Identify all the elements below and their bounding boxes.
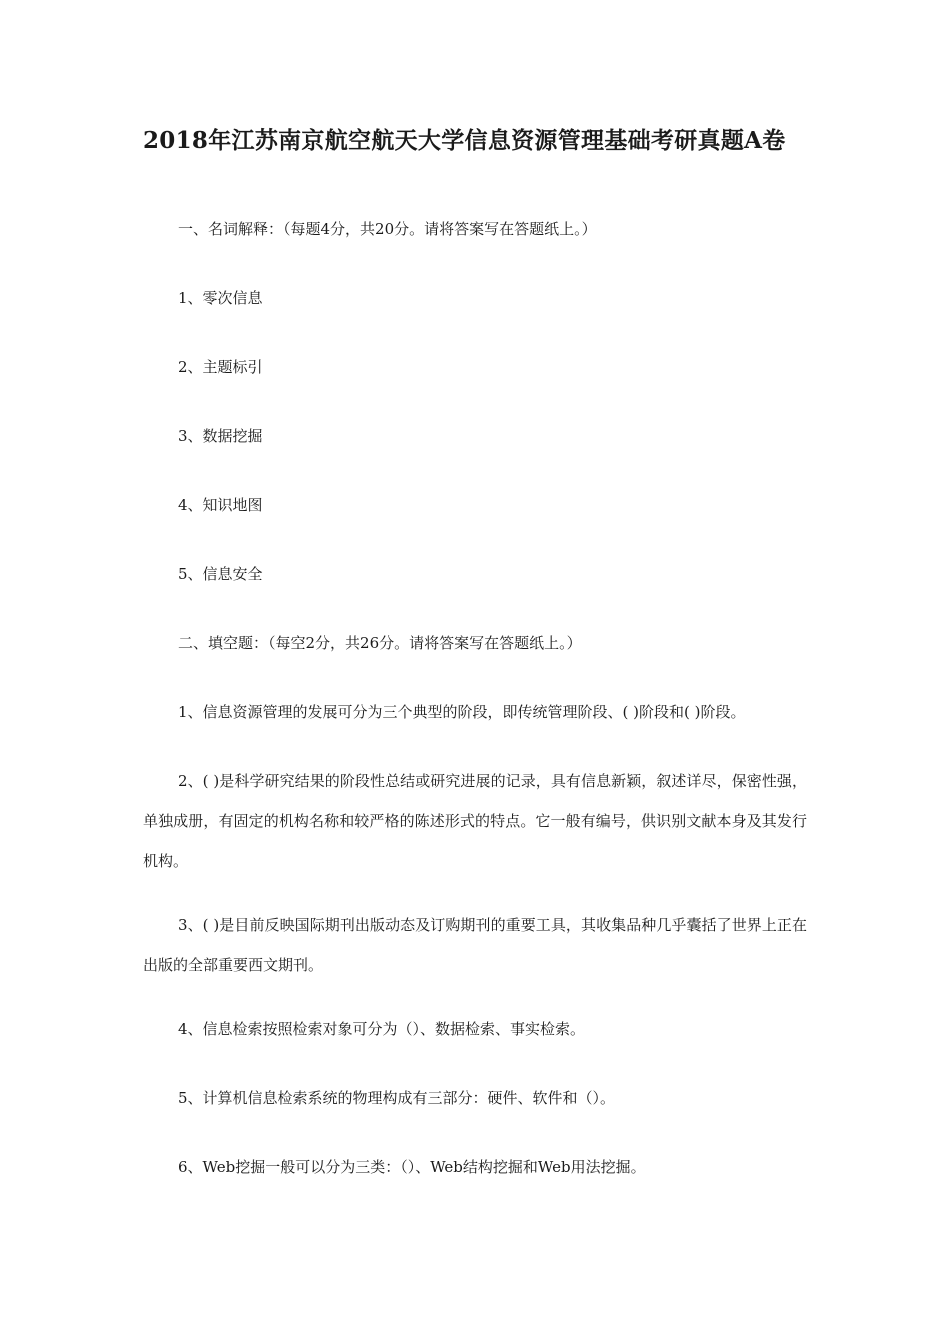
section1-heading: 一、名词解释：（每题4分，共20分。请将答案写在答题纸上。） bbox=[178, 220, 597, 238]
fill-blank-item: 3、( )是目前反映国际期刊出版动态及订购期刊的重要工具，其收集品种几乎囊括了世界上正在出版的全部重要西文期刊。 bbox=[143, 916, 807, 974]
fill-blank-item: 4、信息检索按照检索对象可分为（）、数据检索、事实检索。 bbox=[178, 1020, 586, 1038]
term-item: 3、数据挖掘 bbox=[178, 427, 263, 445]
term-item: 2、主题标引 bbox=[178, 358, 263, 376]
fill-blank-item: 1、信息资源管理的发展可分为三个典型的阶段，即传统管理阶段、( )阶段和( )阶段。 bbox=[178, 703, 746, 721]
document-title: 2018年江苏南京航空航天大学信息资源管理基础考研真题A卷 bbox=[143, 127, 786, 154]
fill-blank-item: 2、( )是科学研究结果的阶段性总结或研究进展的记录，具有信息新颖，叙述详尽，保密性强，单独成册，有固定的机构名称和较严格的陈述形式的特点。它一般有编号，供识别文献本身及其发行机构。 bbox=[143, 772, 807, 870]
section2-heading: 二、填空题：（每空2分，共26分。请将答案写在答题纸上。） bbox=[178, 634, 582, 652]
term-item: 1、零次信息 bbox=[178, 289, 263, 307]
term-item: 4、知识地图 bbox=[178, 496, 263, 514]
fill-blank-item: 6、Web挖掘一般可以分为三类：（）、Web结构挖掘和Web用法挖掘。 bbox=[178, 1158, 646, 1176]
term-item: 5、信息安全 bbox=[178, 565, 263, 583]
fill-blank-item: 5、计算机信息检索系统的物理构成有三部分：硬件、软件和（）。 bbox=[178, 1089, 616, 1107]
